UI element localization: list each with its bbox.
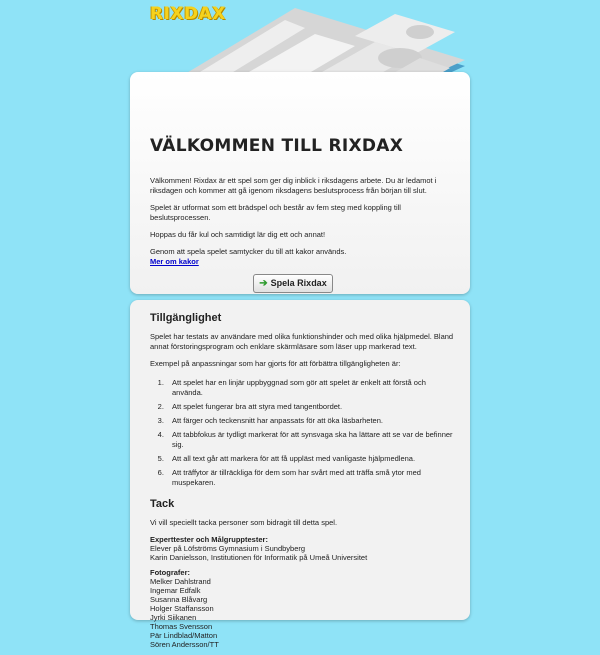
welcome-intro: Välkommen! Rixdax är ett spel som ger dig inblick i riksdagens arbete. Du är ledamot i riksdagen och kommer att gå igenom riksdagens beslutsprocess från början till slut. — [150, 176, 437, 195]
tester-name: Elever på Löfströms Gymnasium i Sundbyberg — [150, 544, 306, 553]
play-button[interactable] — [253, 274, 333, 293]
cookie-info-link[interactable]: Mer om kakor — [150, 257, 199, 266]
tester-name: Karin Danielsson, Institutionen för Informatik på Umeå Universitet — [150, 553, 368, 562]
list-item: 5. Att all text går att markera för att få uppläst med vanligaste hjälpmedlena. — [166, 454, 454, 464]
cookie-consent-text: Genom att spela spelet samtycker du till att kakor används. — [150, 247, 347, 256]
thanks-heading: Tack — [150, 498, 175, 510]
thanks-intro: Vi vill speciellt tacka personer som bidragit till detta spel. — [150, 518, 338, 527]
photographer-name: Ingemar Edfalk — [150, 586, 201, 595]
welcome-title: VÄLKOMMEN TILL RIXDAX — [150, 136, 404, 156]
cookie-notice — [150, 247, 450, 267]
photographers-block — [150, 568, 454, 649]
photographer-name: Thomas Svensson — [150, 622, 213, 631]
welcome-hope: Hoppas du får kul och samtidigt lär dig ett och annat! — [150, 230, 326, 239]
photographer-name: Melker Dahlstrand — [150, 577, 211, 586]
info-card — [130, 300, 470, 649]
testers-heading: Experttester och Målgrupptester: — [150, 535, 268, 544]
photographer-name: Pär Lindblad/Matton — [150, 631, 218, 640]
welcome-format: Spelet är utformat som ett brädspel och består av fem steg med koppling till beslutsprocessen. — [150, 203, 401, 222]
list-item: 4. Att tabbfokus är tydligt markerat för att synsvaga ska ha lättare att se var de befinner sig. — [166, 430, 454, 450]
photographer-name: Holger Staffansson — [150, 604, 214, 613]
list-item: 1. Att spelet har en linjär uppbyggnad som gör att spelet är enkelt att förstå och använda. — [166, 378, 454, 398]
arrow-right-icon: ➔ — [259, 278, 268, 289]
photographer-name: Jyrki Siikanen — [150, 613, 197, 622]
photographers-heading: Fotografer: — [150, 568, 190, 577]
testers-block — [150, 535, 454, 562]
list-item: 3. Att färger och teckensnitt har anpassats för att öka läsbarheten. — [166, 416, 454, 426]
photographer-name: Susanna Blåvarg — [150, 595, 208, 604]
accessibility-heading: Tillgänglighet — [150, 312, 222, 324]
photographer-name: Sören Andersson/TT — [150, 640, 219, 649]
accessibility-list — [150, 378, 454, 488]
list-item: 6. Att träffytor är tillräckliga för dem som har svårt med att träffa små ytor med muspekaren. — [166, 468, 454, 488]
welcome-card — [130, 72, 470, 294]
play-button-label: Spela Rixdax — [270, 278, 327, 288]
rixdax-logo: RIXDAX — [150, 4, 226, 24]
accessibility-examples-intro: Exempel på anpassningar som har gjorts för att förbättra tillgängligheten är: — [150, 359, 401, 368]
list-item: 2. Att spelet fungerar bra att styra med tangentbordet. — [166, 402, 454, 412]
accessibility-intro: Spelet har testats av användare med olika funktionshinder och med olika hjälpmedel. Bland annat förstoringsprogram och enklare skärmläsare som läser upp markerad text. — [150, 332, 454, 351]
